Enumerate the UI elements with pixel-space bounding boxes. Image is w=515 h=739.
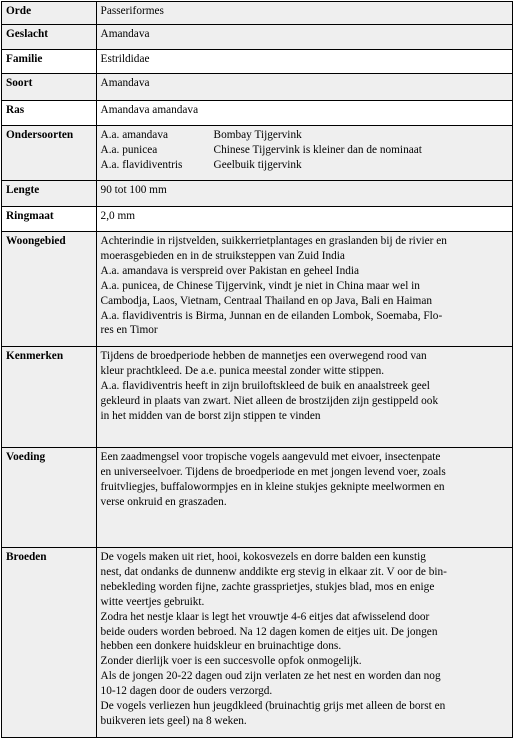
label-ringmaat: Ringmaat (2, 207, 97, 232)
value-soort: Amandava (96, 74, 512, 101)
bird-info-table (1, 1, 513, 738)
text-line: buikveren iets geel) na 8 weken. (100, 714, 247, 727)
subspecies-list (96, 126, 512, 181)
subspecies-item (101, 143, 508, 158)
row-woongebied (2, 232, 513, 347)
subspecies-name: A.a. amandava (100, 129, 168, 141)
text-line: verse onkruid en graszaden. (100, 495, 227, 508)
text-line: Als de jongen 20-22 dagen oud zijn verlaten ze het nest en worden dan nog (100, 670, 441, 683)
value-lengte: 90 tot 100 mm (96, 181, 512, 207)
value-orde: Passeriformes (96, 2, 512, 25)
value-ringmaat: 2,0 mm (96, 207, 512, 232)
row-orde (2, 2, 513, 25)
text-line: 10-12 dagen door de ouders verzorgd. (100, 685, 273, 698)
label-kenmerken: Kenmerken (2, 347, 97, 448)
text-line: Zonder dierlijk voer is een succesvolle opfok onmogelijk. (100, 655, 362, 668)
text-line: in het midden van de borst zijn stippen te vinden (100, 409, 321, 422)
text-line: moerasgebieden en in de struiksteppen van Zuid India (100, 249, 345, 262)
text-line: Achterindie in rijstvelden, suikkerrietplantages en graslanden bij de rivier en (100, 235, 447, 247)
value-broeden (96, 548, 512, 738)
subspecies-desc: Geelbuik tijgervink (213, 158, 302, 171)
text-line: A.a. flavidiventris heeft in zijn bruiloftskleed de buik en anaalstreek geel (100, 379, 430, 392)
label-woongebied: Woongebied (2, 232, 97, 347)
text-line: fruitvliegjes, buffalowormpjes en in kleine stukjes geknipte meelwormen en (100, 480, 445, 493)
label-lengte: Lengte (2, 181, 97, 207)
row-kenmerken (2, 347, 513, 448)
subspecies-desc: Bombay Tijgervink (213, 129, 302, 141)
row-geslacht (2, 25, 513, 50)
text-line: De vogels verliezen hun jeugdkleed (bruinachtig grijs met alleen de borst en (100, 700, 446, 713)
text-line: A.a. amandava is verspreid over Pakistan en geheel India (100, 264, 360, 277)
subspecies-name: A.a. flavidiventris (100, 158, 183, 171)
label-ondersoorten: Ondersoorten (2, 126, 97, 181)
row-ringmaat (2, 207, 513, 232)
label-familie: Familie (2, 50, 97, 74)
text-line: A.a. flavidiventris is Birma, Junnan en de eilanden Lombok, Soemaba, Flo- (100, 309, 443, 322)
text-line: nest, dat ondanks de dunnenw anddikte erg stevig in elkaar zit. V oor de bin- (100, 565, 447, 578)
text-line: res en Timor (100, 324, 158, 337)
label-voeding: Voeding (2, 448, 97, 548)
row-ras (2, 101, 513, 126)
value-familie: Estrildidae (96, 50, 512, 74)
text-line: Cambodja, Laos, Vietnam, Centraal Thailand en op Java, Bali en Haiman (100, 294, 432, 307)
label-soort: Soort (2, 74, 97, 101)
text-line: hebben een donkere huidskleur en bruinachtige dons. (100, 640, 342, 653)
row-voeding (2, 448, 513, 548)
row-familie (2, 50, 513, 74)
label-ras: Ras (2, 101, 97, 126)
text-line: en universeelvoer. Tijdens de broedperiode en met jongen levend voer, zoals (100, 465, 446, 478)
label-geslacht: Geslacht (2, 25, 97, 50)
text-line: Tijdens de broedperiode hebben de mannetjes een overwegend rood van (100, 350, 427, 362)
text-line: kleur prachtkleed. De a.e. punica meestal zonder witte stippen. (100, 364, 385, 377)
value-voeding (96, 448, 512, 548)
subspecies-item (101, 128, 508, 143)
value-kenmerken (96, 347, 512, 448)
row-soort (2, 74, 513, 101)
text-line: De vogels maken uit riet, hooi, kokosvezels en dorre balden een kunstig (100, 551, 426, 563)
subspecies-item (101, 158, 508, 173)
text-line: Een zaadmengsel voor tropische vogels aangevuld met eivoer, insectenpate (100, 451, 441, 463)
text-line: Zodra het nestje klaar is legt het vrouwtje 4-6 eitjes dat afwisselend door (100, 610, 430, 623)
text-line: gekleurd in plaats van zwart. Niet alleen de brostzijden zijn gestippeld ook (100, 394, 439, 407)
subspecies-desc: Chinese Tijgervink is kleiner dan de nominaat (213, 143, 422, 156)
value-ras: Amandava amandava (96, 101, 512, 126)
text-line: A.a. punicea, de Chinese Tijgervink, vindt je niet in China maar wel in (100, 279, 420, 292)
label-broeden: Broeden (2, 548, 97, 738)
label-orde: Orde (2, 2, 97, 25)
row-lengte (2, 181, 513, 207)
subspecies-name: A.a. punicea (100, 143, 158, 156)
text-line: witte veertjes gebruikt. (100, 595, 205, 608)
value-woongebied (96, 232, 512, 347)
text-line: nebekleding worden fijne, zachte grassprietjes, stukjes blad, mos en enige (100, 580, 435, 593)
row-broeden (2, 548, 513, 738)
row-ondersoorten (2, 126, 513, 181)
text-line: beide ouders worden bebroed. Na 12 dagen komen de eitjes uit. De jongen (100, 625, 438, 638)
value-geslacht: Amandava (96, 25, 512, 50)
